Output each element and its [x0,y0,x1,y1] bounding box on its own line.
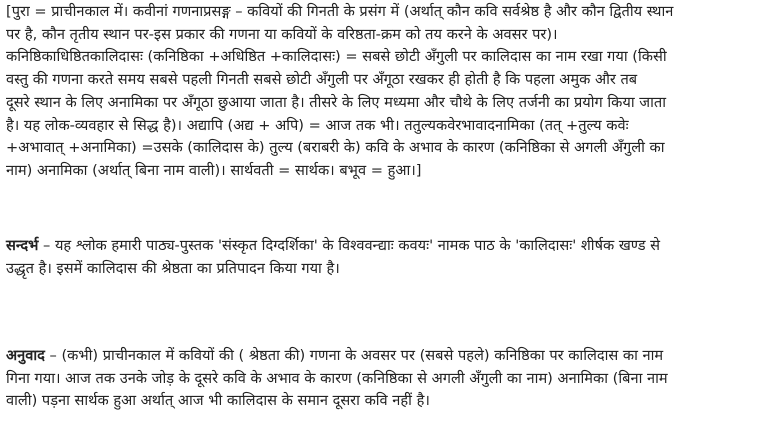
context-paragraph [6,235,758,280]
notes-line: +अभावात् +अनामिका) =उसके (कालिदास के) तुल्य (बराबरी के) कवि के अभाव के कारण (कनिष्ठिका से अगली अँगुली का [6,139,665,157]
context-heading: सन्दर्भ [6,237,39,254]
notes-line: नाम) अनामिका (अर्थात् बिना नाम वाली)। सार्थवती = सार्थक। बभूव = हुआ।] [6,161,422,179]
notes-line: है। यह लोक-व्यवहार से सिद्ध है)। अद्यापि (अद्य + अपि) = आज तक भी। ततुल्यकवेरभावादनामिका (तत् +तुल्य कवेः [6,116,629,134]
translation-line: गिना गया। आज तक उनके जोड़ के दूसरे कवि के अभाव के कारण (कनिष्ठिका से अगली अँगुली का नाम) अनामिका (बिना नाम [6,369,668,387]
translation-paragraph [6,345,758,413]
translation-line: – (कभी) प्राचीनकाल में कवियों की ( श्रेष्ठता की) गणना के अवसर पर (सबसे पहले) कनिष्ठिका पर कालिदास का नाम [44,347,664,364]
notes-line: वस्तु की गणना करते समय सबसे पहली गिनती सबसे छोटी अँगुली पर अँगूठा रखकर ही होती है कि पहला अमुक और तब [6,71,638,89]
translation-line: वाली) पड़ना सार्थक हुआ अर्थात् आज भी कालिदास के समान दूसरा कवि नहीं है। [6,392,430,410]
context-line: उद्धृत है। इसमें कालिदास की श्रेष्ठता का प्रतिपादन किया गया है। [6,259,340,277]
translation-heading: अनुवाद [6,347,45,364]
notes-line: कनिष्ठिकाधिष्ठितकालिदासः (कनिष्ठिका +अधिष्ठित +कालिदासः) = सबसे छोटी अँगुली पर कालिदास का नाम रखा गया (किसी [6,48,667,66]
word-meanings-paragraph [6,1,758,183]
context-line: – यह श्लोक हमारी पाठ्य-पुस्तक 'संस्कृत दिग्दर्शिका' के विश्ववन्द्याः कवयः' नामक पाठ के 'कालिदासः' शीर्षक खण्ड से [38,237,661,254]
notes-line: पर है, कौन तृतीय स्थान पर-इस प्रकार की गणना या कवियों के वरिष्ठता-क्रम को तय करने के अवसर पर)। [6,25,558,43]
notes-line: दूसरे स्थान के लिए अनामिका पर अँगूठा छुआया जाता है। तीसरे के लिए मध्यमा और चौथे के लिए तर्जनी का प्रयोग किया जाता [6,93,666,111]
notes-line: [पुरा = प्राचीनकाल में। कवीनां गणनाप्रसङ्ग – कवियों की गिनती के प्रसंग में (अर्थात् कौन कवि सर्वश्रेष्ठ है और कौन द्वितीय स्थान [6,3,674,20]
